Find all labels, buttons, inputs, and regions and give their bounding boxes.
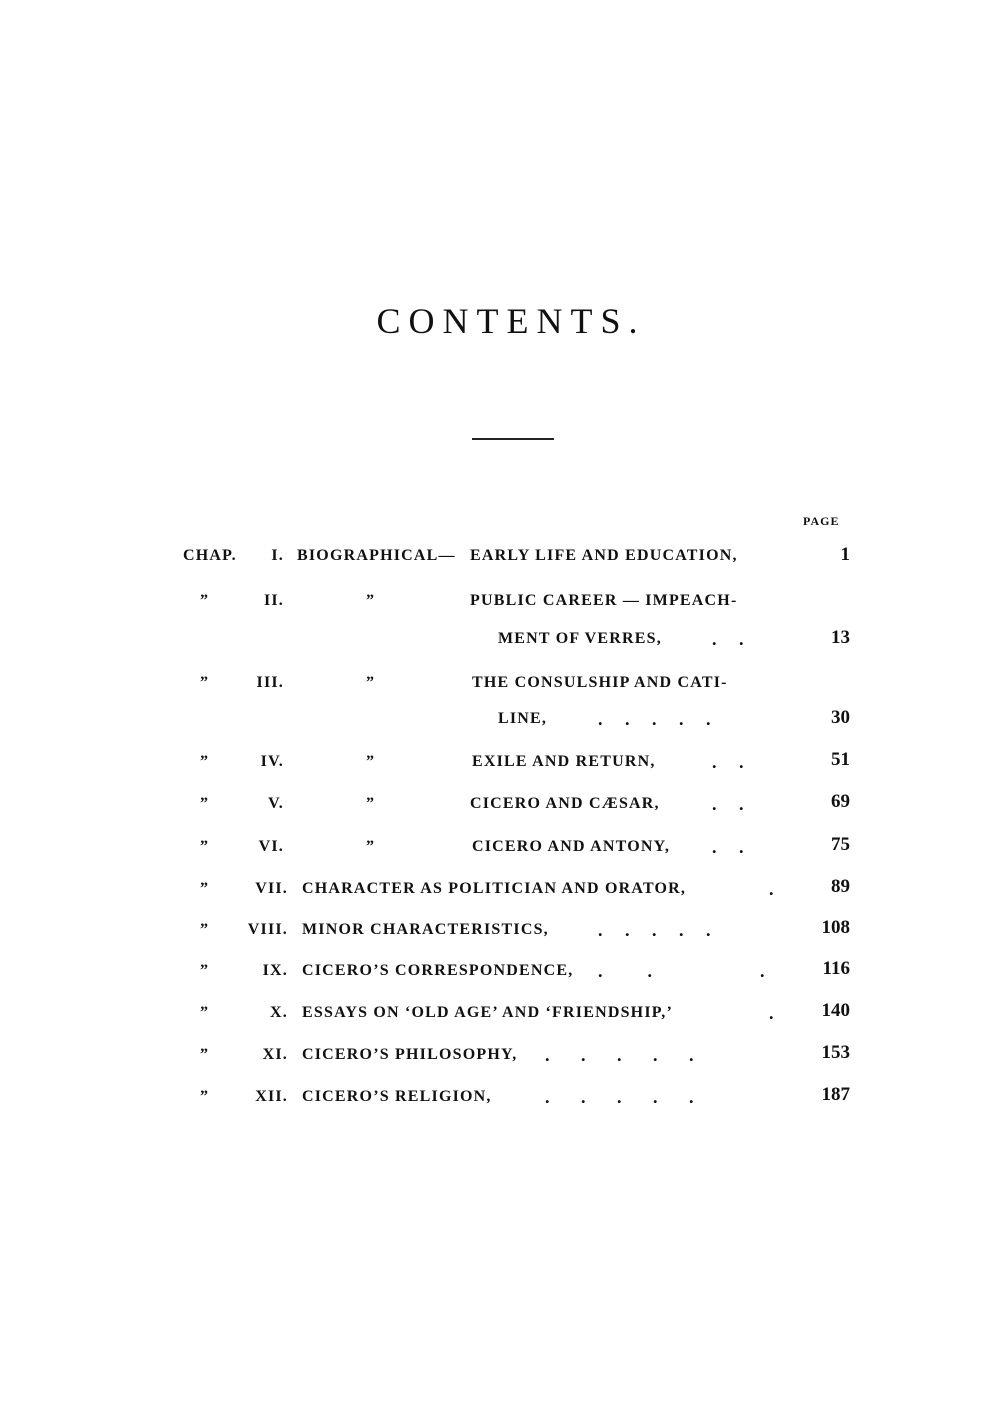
- chapter-title: ESSAYS ON ‘OLD AGE’ AND ‘FRIENDSHIP,’: [302, 1004, 673, 1021]
- leader-dots: .: [769, 1003, 774, 1023]
- leader-dots: . . . . .: [545, 1045, 694, 1065]
- chapter-numeral: III.: [256, 674, 284, 691]
- chapter-title: EXILE AND RETURN,: [472, 753, 656, 770]
- ditto-mark: ”: [366, 795, 376, 812]
- leader-dots: . . . . .: [545, 1087, 694, 1107]
- chapter-title: CICERO’S RELIGION,: [302, 1088, 492, 1105]
- page-number: 140: [821, 1000, 850, 1021]
- chapter-title: MINOR CHARACTERISTICS,: [302, 921, 549, 938]
- page-number: 51: [831, 749, 850, 770]
- page-number: 153: [821, 1042, 850, 1063]
- ditto-mark: ”: [200, 1004, 210, 1021]
- ditto-mark: ”: [200, 921, 210, 938]
- page-number: 89: [831, 876, 850, 897]
- ditto-mark: ”: [200, 795, 210, 812]
- page-number: 116: [822, 958, 850, 979]
- page-column-heading: PAGE: [803, 514, 840, 528]
- ditto-mark: ”: [200, 838, 210, 855]
- ditto-mark: ”: [200, 1088, 210, 1105]
- ditto-mark: ”: [200, 1046, 210, 1063]
- chapter-numeral: IV.: [260, 753, 284, 770]
- chapter-title: CICERO’S PHILOSOPHY,: [302, 1046, 518, 1063]
- leader-dots: . . . . .: [598, 709, 711, 729]
- chapter-title: CHARACTER AS POLITICIAN AND ORATOR,: [302, 880, 687, 897]
- chapter-title: CICERO’S CORRESPONDENCE,: [302, 962, 574, 979]
- chapter-title-continued: LINE,: [498, 710, 548, 727]
- chapter-title: THE CONSULSHIP AND CATI-: [472, 674, 728, 691]
- ditto-mark: ”: [200, 674, 210, 691]
- chapter-numeral: II.: [263, 592, 284, 609]
- page-number: 108: [821, 917, 850, 938]
- chapter-title: CICERO AND ANTONY,: [472, 838, 671, 855]
- ditto-mark: ”: [200, 962, 210, 979]
- chapter-title: CICERO AND CÆSAR,: [470, 795, 660, 812]
- ditto-mark: ”: [200, 880, 210, 897]
- page-number: 30: [831, 707, 850, 728]
- chap-label: CHAP.: [183, 547, 237, 564]
- leader-dots: . .: [712, 794, 744, 814]
- leader-dots: . .: [712, 752, 744, 772]
- leader-dots: . .: [712, 629, 744, 649]
- ditto-mark: ”: [200, 592, 210, 609]
- page-number: 75: [831, 834, 850, 855]
- page-number: 69: [831, 791, 850, 812]
- chapter-numeral: X.: [270, 1004, 288, 1021]
- chapter-numeral: VI.: [258, 838, 284, 855]
- chapter-numeral: V.: [268, 795, 284, 812]
- leader-dots: . . . . .: [598, 920, 711, 940]
- ditto-mark: ”: [366, 838, 376, 855]
- ditto-mark: ”: [366, 674, 376, 691]
- ditto-mark: ”: [366, 753, 376, 770]
- ditto-mark: ”: [366, 592, 376, 609]
- chapter-numeral: XI.: [262, 1046, 288, 1063]
- chapter-numeral: IX.: [262, 962, 288, 979]
- chapter-title-continued: MENT OF VERRES,: [498, 630, 662, 647]
- page-title: CONTENTS.: [376, 301, 646, 341]
- chapter-numeral: I.: [271, 547, 284, 564]
- leader-dots: . . .: [598, 961, 765, 981]
- ditto-mark: ”: [200, 753, 210, 770]
- leader-dots: . .: [712, 837, 744, 857]
- title-divider: [472, 438, 554, 440]
- page-number: 187: [821, 1084, 850, 1105]
- page-number: 1: [840, 544, 850, 565]
- chapter-numeral: XII.: [255, 1088, 288, 1105]
- chapter-title: EARLY LIFE AND EDUCATION,: [470, 547, 738, 564]
- chapter-numeral: VIII.: [247, 921, 288, 938]
- chapter-title: PUBLIC CAREER — IMPEACH-: [470, 592, 738, 609]
- leader-dots: .: [769, 879, 774, 899]
- chapter-numeral: VII.: [255, 880, 288, 897]
- page-number: 13: [831, 627, 850, 648]
- subject-heading: BIOGRAPHICAL—: [297, 547, 456, 564]
